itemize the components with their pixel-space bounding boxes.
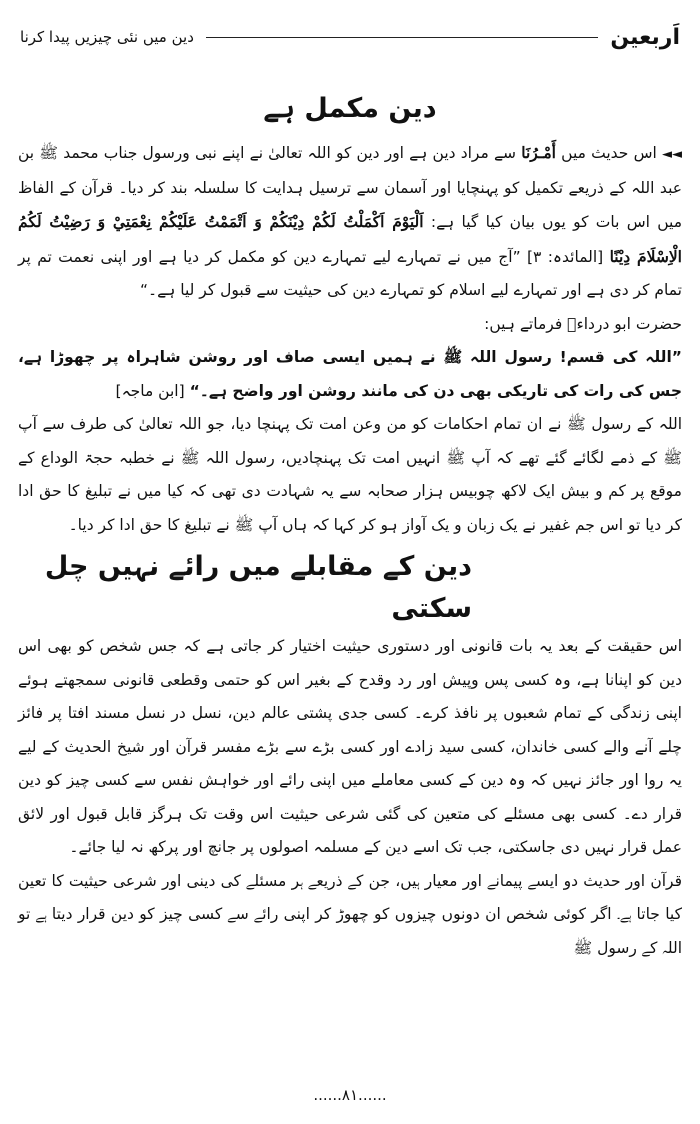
section-heading-deen-mukammal: دین مکمل ہے <box>263 93 437 124</box>
quote-reference: [ابن ماجہ] <box>115 381 185 400</box>
paragraph: قرآن اور حدیث دو ایسے پیمانے اور معیار ہیں، جن کے ذریعے ہر مسئلے کی دینی اور شرعی حیثیت کا تعین کیا جاتا ہے۔ اگر کوئی شخص ان دونوں چیزوں کو چھوڑ کر اپنی رائے سے کسی چیز کو دین قرار دیتا ہے تو اللہ کے رسول ﷺ <box>18 871 682 957</box>
section-heading-raye: دین کے مقابلے میں رائے نہیں چل سکتی <box>44 551 472 624</box>
hadith-keyword: أَمْـرُنَا <box>521 143 556 162</box>
verse-translation: ”آج میں نے تمہارے لیے تمہارے دین کو مکمل کر دیا ہے اور اپنی نعمت تم پر تمام کر دی ہے اور تمہارے لیے اسلام کو تمہارے دین کی حیثیت سے قبول کر لیا ہے۔“ <box>18 247 682 299</box>
paragraph-text: سے مراد دین ہے اور دین کو اللہ تعالیٰ نے اپنے نبی ورسول جناب محمد ﷺ بن عبد اللہ کے ذریعے تکمیل کو پہنچایا اور آسمان سے ترسیل ہدایت کا سلسلہ بند کر دیا۔ قرآن کے الفاظ میں اس بات کو یوں بیان کیا گیا ہے: <box>18 144 683 231</box>
running-header <box>20 22 680 52</box>
quote-block <box>18 341 682 408</box>
header-rule <box>206 37 598 38</box>
verse-reference: [المائدہ: ۳] <box>526 247 604 266</box>
book-title: اَربعین <box>610 24 680 50</box>
paragraph-intro: اس حدیث میں <box>561 144 657 162</box>
paragraph: اس حقیقت کے بعد یہ بات قانونی اور دستوری حیثیت اختیار کر جاتی ہے کہ جس شخص کو بھی اس دین کو اپنانا ہے، وہ کسی پس وپیش اور رد وقدح کے بغیر اس کو حتمی وقطعی قانونی سمجھتے ہوئے اپنی زندگی کے تمام شعبوں پر نافذ کرے۔ کسی جدی پشتی عالم دین، نسل در نسل مسند افتا پر فائز چلے آنے والے کسی خاندان، کسی سید زادے اور کسی بڑے سے بڑے مفسر قرآن اور شیخ الحدیث کے لیے یہ روا اور جائز نہیں کہ وہ دین کے کسی معاملے میں اپنی رائے اور خواہش نفس سے کسی چیز کو دین قرار دے۔ کسی بھی مسئلے کی متعین کی گئی شرعی حیثیت اس وقت تک ہرگز قابل قبول اور لائق عمل قرار نہیں دی جاسکتی، جب تک اسے دین کے مسلمہ اصولوں پر جانچ اور پرکھ نہ لیا جائے۔ <box>18 637 682 856</box>
paragraph-marker-icon: ◄◄ <box>661 147 682 162</box>
paragraph: حضرت ابو درداءؓ فرماتے ہیں: <box>484 314 682 333</box>
page-body <box>18 88 682 965</box>
quran-verse: اَلْيَوْمَ اَكْمَلْتُ لَكُمْ دِيْنَكُمْ وَ اَتْمَمْتُ عَلَيْكُمْ نِعْمَتِيْ وَ رَضِيْتُ لَكُمُ الْاِسْلَامَ دِيْنًا <box>18 212 682 266</box>
paragraph: اللہ کے رسول ﷺ نے ان تمام احکامات کو من وعن امت تک پہنچا دیا، جو اللہ تعالیٰ کی طرف سے آپ ﷺ کے ذمے لگائے گئے تھے کہ آپ ﷺ انہیں امت تک پہنچادیں، رسول اللہ ﷺ نے خطبہ حجۃ الوداع کے موقع پر کم و بیش ایک لاکھ چوبیس ہزار صحابہ سے یہ شہادت دی تھی کہ کیا میں نے تبلیغ کا حق ادا کر دیا تو اس جم غفیر نے یک زبان و یک آواز ہو کر کہا کہ ہاں آپ ﷺ نے تبلیغ کا حق ادا کر دیا۔ <box>18 415 682 534</box>
paragraph <box>18 136 682 308</box>
page-number: ......۸۱...... <box>313 1086 387 1104</box>
chapter-title: دین میں نئی چیزیں پیدا کرنا <box>20 28 194 46</box>
quote-text: ”اللہ کی قسم! رسول اللہ ﷺ نے ہمیں ایسی صاف اور روشن شاہراہ پر چھوڑا ہے، جس کی رات کی تاریکی بھی دن کی مانند روشن اور واضح ہے۔“ <box>18 348 682 400</box>
